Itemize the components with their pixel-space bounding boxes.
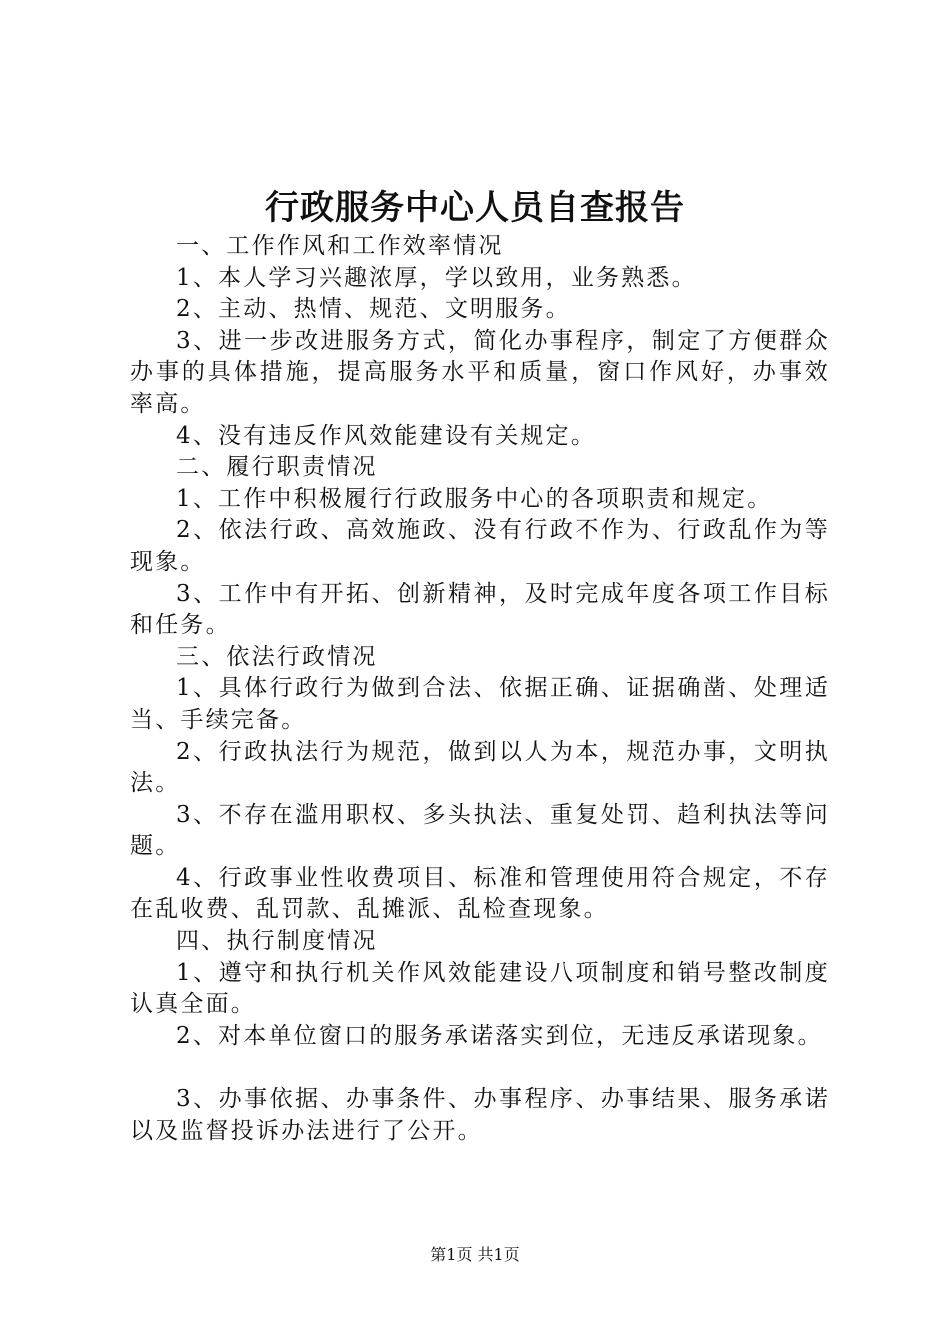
paragraph: 2、依法行政、高效施政、没有行政不作为、行政乱作为等现象。 [130, 517, 830, 575]
document-body [130, 231, 830, 1147]
paragraph: 3、办事依据、办事条件、办事程序、办事结果、服务承诺以及监督投诉办法进行了公开。 [130, 1086, 830, 1144]
page-number-footer: 第1页 共1页 [430, 1245, 520, 1264]
paragraph: 2、对本单位窗口的服务承诺落实到位，无违反承诺现象。 [176, 1022, 823, 1049]
paragraph: 1、具体行政行为做到合法、依据正确、证据确凿、处理适当、手续完备。 [130, 675, 830, 733]
paragraph: 1、本人学习兴趣浓厚，学以致用，业务熟悉。 [176, 264, 697, 291]
section-heading: 二、履行职责情况 [176, 454, 378, 481]
section-heading: 四、执行制度情况 [176, 928, 378, 955]
document-title: 行政服务中心人员自查报告 [265, 188, 685, 228]
paragraph: 3、进一步改进服务方式，简化办事程序，制定了方便群众办事的具体措施，提高服务水平和质量，窗口作风好，办事效率高。 [130, 327, 830, 417]
paragraph: 4、行政事业性收费项目、标准和管理使用符合规定，不存在乱收费、乱罚款、乱摊派、乱检查现象。 [130, 864, 830, 923]
paragraph: 3、工作中有开拓、创新精神，及时完成年度各项工作目标和任务。 [130, 580, 830, 639]
paragraph: 2、主动、热情、规范、文明服务。 [176, 296, 571, 323]
section-heading: 一、工作作风和工作效率情况 [176, 233, 504, 259]
paragraph: 1、工作中积极履行行政服务中心的各项职责和规定。 [176, 485, 773, 512]
paragraph: 2、行政执法行为规范，做到以人为本，规范办事，文明执法。 [130, 738, 830, 797]
paragraph: 3、不存在滥用职权、多头执法、重复处罚、趋利执法等问题。 [130, 801, 830, 860]
section-heading: 三、依法行政情况 [176, 643, 378, 670]
paragraph: 4、没有违反作风效能建设有关规定。 [176, 422, 597, 449]
paragraph: 1、遵守和执行机关作风效能建设八项制度和销号整改制度认真全面。 [130, 959, 830, 1018]
